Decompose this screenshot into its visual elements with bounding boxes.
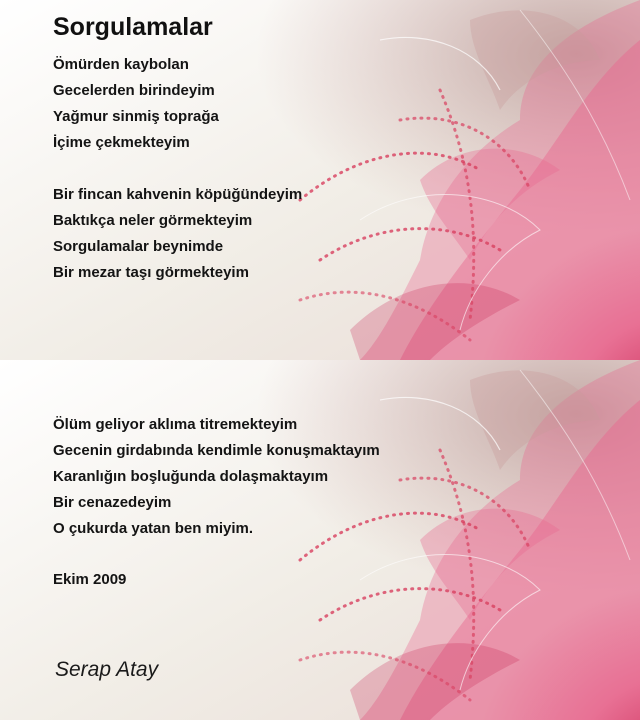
poem-line: Yağmur sinmiş toprağa <box>53 108 219 125</box>
poem-line: Karanlığın boşluğunda dolaşmaktayım <box>53 468 329 485</box>
poem-line: Sorgulamalar beynimde <box>53 238 224 255</box>
author-signature: Serap Atay <box>55 658 159 681</box>
poem-panel-bottom <box>0 360 640 720</box>
poem-line: Baktıkça neler görmekteyim <box>53 212 253 229</box>
poem-line: O çukurda yatan ben miyim. <box>53 520 254 537</box>
poem-line: Gecenin girdabında kendimle konuşmaktayım <box>53 442 380 459</box>
poem-line: Bir mezar taşı görmekteyim <box>53 264 249 281</box>
poem-title: Sorgulamalar <box>53 13 213 41</box>
stanza-3 <box>53 412 380 542</box>
poem-line: Ömürden kaybolan <box>53 56 189 73</box>
poem-line: Bir cenazedeyim <box>53 494 172 511</box>
stanza-2 <box>53 182 302 286</box>
stanza-1 <box>53 52 219 156</box>
poem-line: İçime çekmekteyim <box>53 134 190 151</box>
poem-line: Bir fincan kahvenin köpüğündeyim <box>53 186 303 203</box>
poem-date: Ekim 2009 <box>53 571 127 588</box>
poem-line: Ölüm geliyor aklıma titremekteyim <box>53 416 298 433</box>
poem-line: Gecelerden birindeyim <box>53 82 215 99</box>
